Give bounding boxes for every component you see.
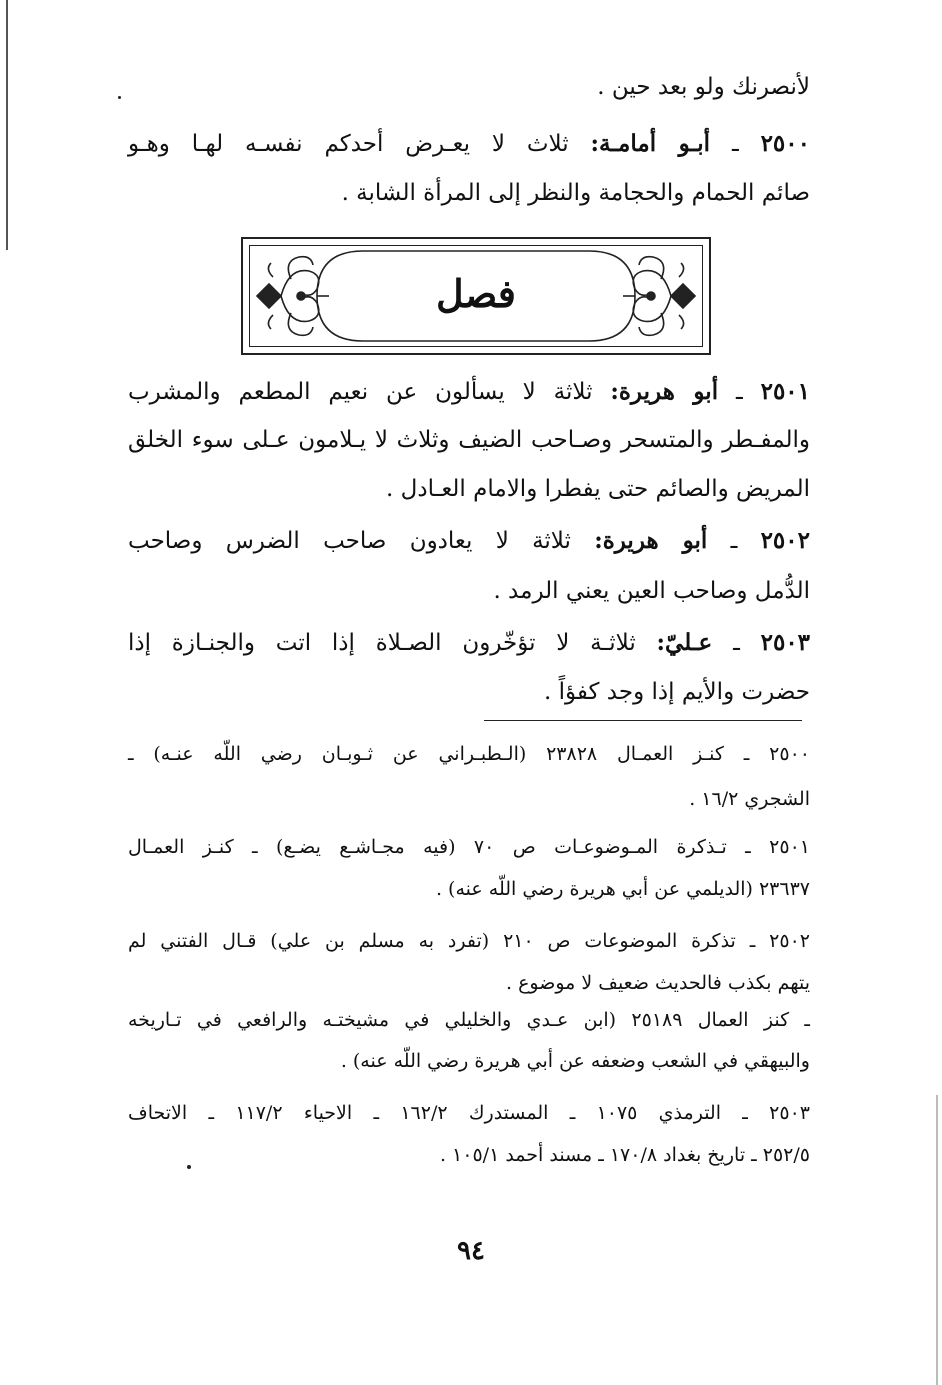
- section-header-box: [241, 237, 711, 355]
- entry-2500-line-1: [128, 127, 810, 161]
- page-number: ٩٤: [457, 1236, 485, 1266]
- text-line: لأنصرنك ولو بعد حين .: [597, 74, 810, 100]
- entry-number: ٢٥٠٠: [760, 130, 810, 157]
- footnote-2503-line-2: ٢٥٢/٥ ـ تاريخ بغداد ١٧٠/٨ ـ مسند أحمد ١٠٥/١ .: [439, 1144, 810, 1166]
- entry-number: ٢٥٠٢: [760, 527, 810, 554]
- entry-dash: ـ: [735, 379, 743, 405]
- entry-number: ٢٥٠٣: [760, 629, 811, 656]
- footnote-2501-line-1: ٢٥٠١ ـ تـذكرة المـوضوعـات ص ٧٠ (فيه مجـاشـع يضـع) ـ كنـز العمـال: [128, 836, 810, 858]
- entry-2502-line-1: [128, 524, 810, 558]
- entry-text: ثلاثة لا يسألون عن نعيم المطعم والمشرب: [128, 379, 593, 405]
- footnote-2502-line-2: يتهم بكذب فالحديث ضعيف لا موضوع .: [506, 972, 810, 994]
- footnote-separator: [484, 720, 802, 721]
- entry-dash: ـ: [733, 630, 740, 656]
- entry-text: ثلاث لا يعـرض أحدكم نفسـه لهـا وهـو: [128, 131, 569, 157]
- entry-number: ٢٥٠١: [760, 378, 811, 405]
- entry-text: ثلاثة لا يعادون صاحب الضرس وصاحب: [128, 528, 571, 554]
- footnote-2502-line-3: ـ كنز العمال ٢٥١٨٩ (ابن عـدي والخليلي في مشيختـه والرافعي في تـاريخه: [128, 1009, 810, 1031]
- footnote-2500-line-2: الشجري ١٦/٢ .: [689, 788, 810, 810]
- section-title: فصل: [436, 271, 516, 316]
- speck: [187, 1165, 191, 1169]
- entry-dash: ـ: [731, 131, 739, 157]
- entry-2502-line-2: الدُّمل وصاحب العين يعني الرمد .: [493, 578, 810, 604]
- entry-2500-line-2: صائم الحمام والحجامة والنظر إلى المرأة الشابة .: [341, 180, 810, 206]
- entry-2503-line-2: حضرت والأيم إذا وجد كفؤاً .: [544, 679, 810, 705]
- footnote-2501-line-2: ٢٣٦٣٧ (الديلمي عن أبي هريرة رضي اللّه عنه) .: [435, 878, 810, 900]
- footnote-2503-line-1: ٢٥٠٣ ـ الترمذي ١٠٧٥ ـ المستدرك ١٦٢/٢ ـ الاحياء ١١٧/٢ ـ الاتحاف: [128, 1102, 810, 1124]
- entry-dash: ـ: [730, 528, 738, 554]
- entry-2503-line-1: [128, 626, 810, 660]
- entry-2501-line-1: [128, 375, 810, 409]
- footnote-2502-line-4: والبيهقي في الشعب وضعفه عن أبي هريرة رضي اللّه عنه) .: [340, 1050, 810, 1072]
- speck: [118, 96, 121, 99]
- narrator-name: أبـو أمامـة:: [590, 130, 711, 157]
- footnote-2500-line-1: ٢٥٠٠ ـ كنـز العمـال ٢٣٨٢٨ (الـطبـراني عن ثـوبـان رضي اللّه عنـه) ـ: [128, 743, 810, 765]
- entry-text: ثلاثـة لا تؤخّرون الصـلاة إذا اتت والجنـازة إذا: [128, 630, 636, 656]
- narrator-name: أبو هريرة:: [594, 527, 708, 554]
- page-edge-left: [6, 0, 8, 250]
- footnote-2502-line-1: ٢٥٠٢ ـ تذكرة الموضوعات ص ٢١٠ (تفرد به مسلم بن علي) قـال الفتني لم: [128, 930, 810, 952]
- entry-2501-line-3: المريض والصائم حتى يفطرا والامام العـادل .: [386, 476, 810, 502]
- entry-2501-line-2: والمفـطر والمتسحر وصـاحب الضيف وثلاث لا يـلامون عـلى سوء الخلق: [128, 427, 810, 453]
- narrator-name: عـليّ:: [656, 629, 713, 656]
- narrator-name: أبو هريرة:: [610, 378, 719, 405]
